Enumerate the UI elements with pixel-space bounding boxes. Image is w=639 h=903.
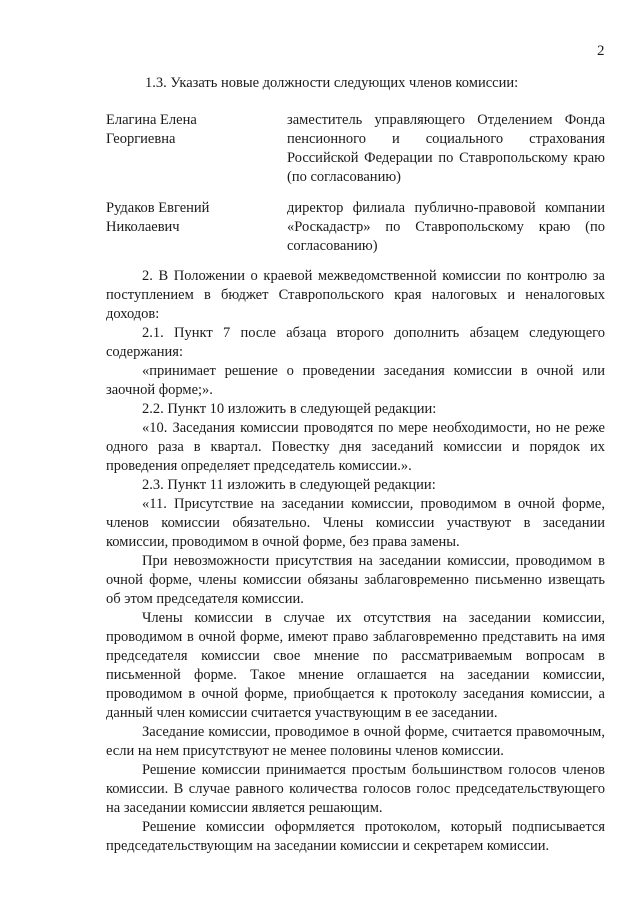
member-name-line: Елагина Елена bbox=[106, 112, 197, 128]
paragraph: «11. Присутствие на заседании комиссии, проводимом в очной форме, членов комиссии обязательно. Члены комиссии участвуют в заседании комиссии, проводимом в очной форме, без права замены. bbox=[106, 496, 605, 550]
page-number: 2 bbox=[597, 43, 605, 59]
paragraph: 2.2. Пункт 10 изложить в следующей редакции: bbox=[142, 401, 437, 417]
member-name-line: Рудаков Евгений bbox=[106, 200, 210, 216]
paragraph: При невозможности присутствия на заседании комиссии, проводимом в очной форме, члены комиссии обязаны заблаговременно письменно извещать об этом председателя комиссии. bbox=[106, 553, 605, 607]
paragraph: Решение комиссии принимается простым большинством голосов членов комиссии. В случае равного количества голосов голос председательствующего на заседании комиссии является решающим. bbox=[106, 762, 605, 816]
member-name bbox=[106, 111, 276, 149]
section-intro: 1.3. Указать новые должности следующих членов комиссии: bbox=[145, 75, 519, 91]
paragraph: Члены комиссии в случае их отсутствия на заседании комиссии, проводимом в очной форме, имеют право заблаговременно представить на имя председателя комиссии свое мнение по рассматриваемым вопросам в письменной форме. Такое мнение оглашается на заседании комиссии, проводимом в очной форме, приобщается к протоколу заседания комиссии, а данный член комиссии считается участвующим в ее заседании. bbox=[106, 610, 605, 721]
paragraph: Заседание комиссии, проводимое в очной форме, считается правомочным, если на нем присутствуют не менее половины членов комиссии. bbox=[106, 724, 605, 759]
member-name bbox=[106, 199, 276, 237]
member-position: заместитель управляющего Отделением Фонда пенсионного и социального страхования Российской Федерации по Ставропольскому краю (по согласованию) bbox=[287, 112, 605, 185]
member-name-line: Георгиевна bbox=[106, 131, 176, 147]
paragraph: Решение комиссии оформляется протоколом, который подписывается председательствующим на заседании комиссии и секретарем комиссии. bbox=[106, 819, 605, 854]
paragraph: «принимает решение о проведении заседания комиссии в очной или заочной форме;». bbox=[106, 363, 605, 398]
document-body bbox=[106, 267, 605, 856]
member-position: директор филиала публично-правовой компании «Роскадастр» по Ставропольскому краю (по согласованию) bbox=[287, 200, 605, 254]
paragraph: 2. В Положении о краевой межведомственной комиссии по контролю за поступлением в бюджет Ставропольского края налоговых и неналоговых доходов: bbox=[106, 268, 605, 322]
paragraph: 2.3. Пункт 11 изложить в следующей редакции: bbox=[142, 477, 436, 493]
paragraph: 2.1. Пункт 7 после абзаца второго дополнить абзацем следующего содержания: bbox=[106, 325, 605, 360]
paragraph: «10. Заседания комиссии проводятся по мере необходимости, но не реже одного раза в квартал. Повестку дня заседаний комиссии и порядок их проведения определяет председатель комиссии.». bbox=[106, 420, 605, 474]
member-name-line: Николаевич bbox=[106, 219, 180, 235]
